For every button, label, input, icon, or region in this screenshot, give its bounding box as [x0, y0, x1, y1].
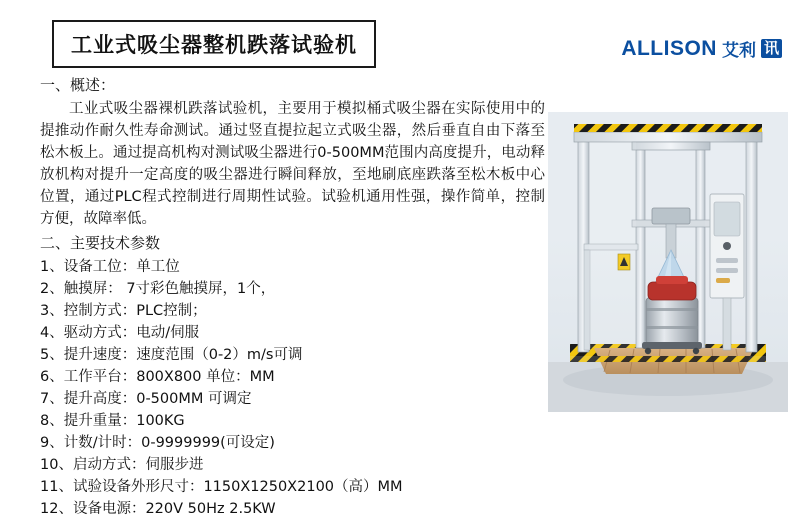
list-item: 4、驱动方式：电动/伺服	[40, 324, 200, 341]
page-title-box	[52, 20, 376, 68]
list-item: 9、计数/计时：0-9999999(可设定)	[40, 435, 275, 452]
logo-english-text: ALLISON	[621, 36, 717, 60]
logo-chinese-badge: 讯	[761, 39, 782, 58]
list-item: 2、触摸屏： 7寸彩色触摸屏，1个，	[40, 280, 276, 297]
company-logo	[621, 36, 782, 61]
logo-chinese-text: 艾利	[721, 41, 756, 61]
list-item: 11、试验设备外形尺寸：1150X1250X2100（高）MM	[40, 479, 403, 496]
list-item: 10、启动方式：伺服步进	[40, 457, 204, 474]
list-item: 3、控制方式：PLC控制；	[40, 302, 207, 319]
page-title: 工业式吸尘器整机跌落试验机	[71, 33, 357, 57]
list-item: 1、设备工位：单工位	[40, 258, 180, 275]
list-item: 7、提升高度：0-500MM 可调定	[40, 390, 252, 407]
specs-heading: 二、主要技术参数	[40, 233, 161, 252]
equipment-photo-illustration	[548, 112, 788, 412]
list-item: 6、工作平台：800X800 单位：MM	[40, 368, 275, 385]
overview-heading: 一、概述：	[40, 76, 116, 94]
overview-paragraph: 工业式吸尘器裸机跌落试验机，主要用于模拟桶式吸尘器在实际使用中的提推动作耐久性寿命测试。通过竖直提拉起立式吸尘器，然后垂直自由下落至松木板上。通过提高机构对测试吸尘器进行0-500MM范围内高度提升，电动释放机构对提升一定高度的吸尘器进行瞬间释放，至地刷底座跌落至松木板中心位置，通过PLC程式控制进行周期性试验。试验机通用性强，操作简单，控制方便，故障率低。	[40, 100, 545, 227]
list-item: 5、提升速度：速度范围（0-2）m/s可调	[40, 346, 303, 363]
document-body	[40, 74, 545, 520]
list-item: 8、提升重量：100KG	[40, 413, 185, 429]
equipment-photo	[548, 112, 788, 412]
specs-list	[40, 256, 545, 520]
list-item: 12、设备电源：220V 50Hz 2.5KW	[40, 501, 276, 518]
